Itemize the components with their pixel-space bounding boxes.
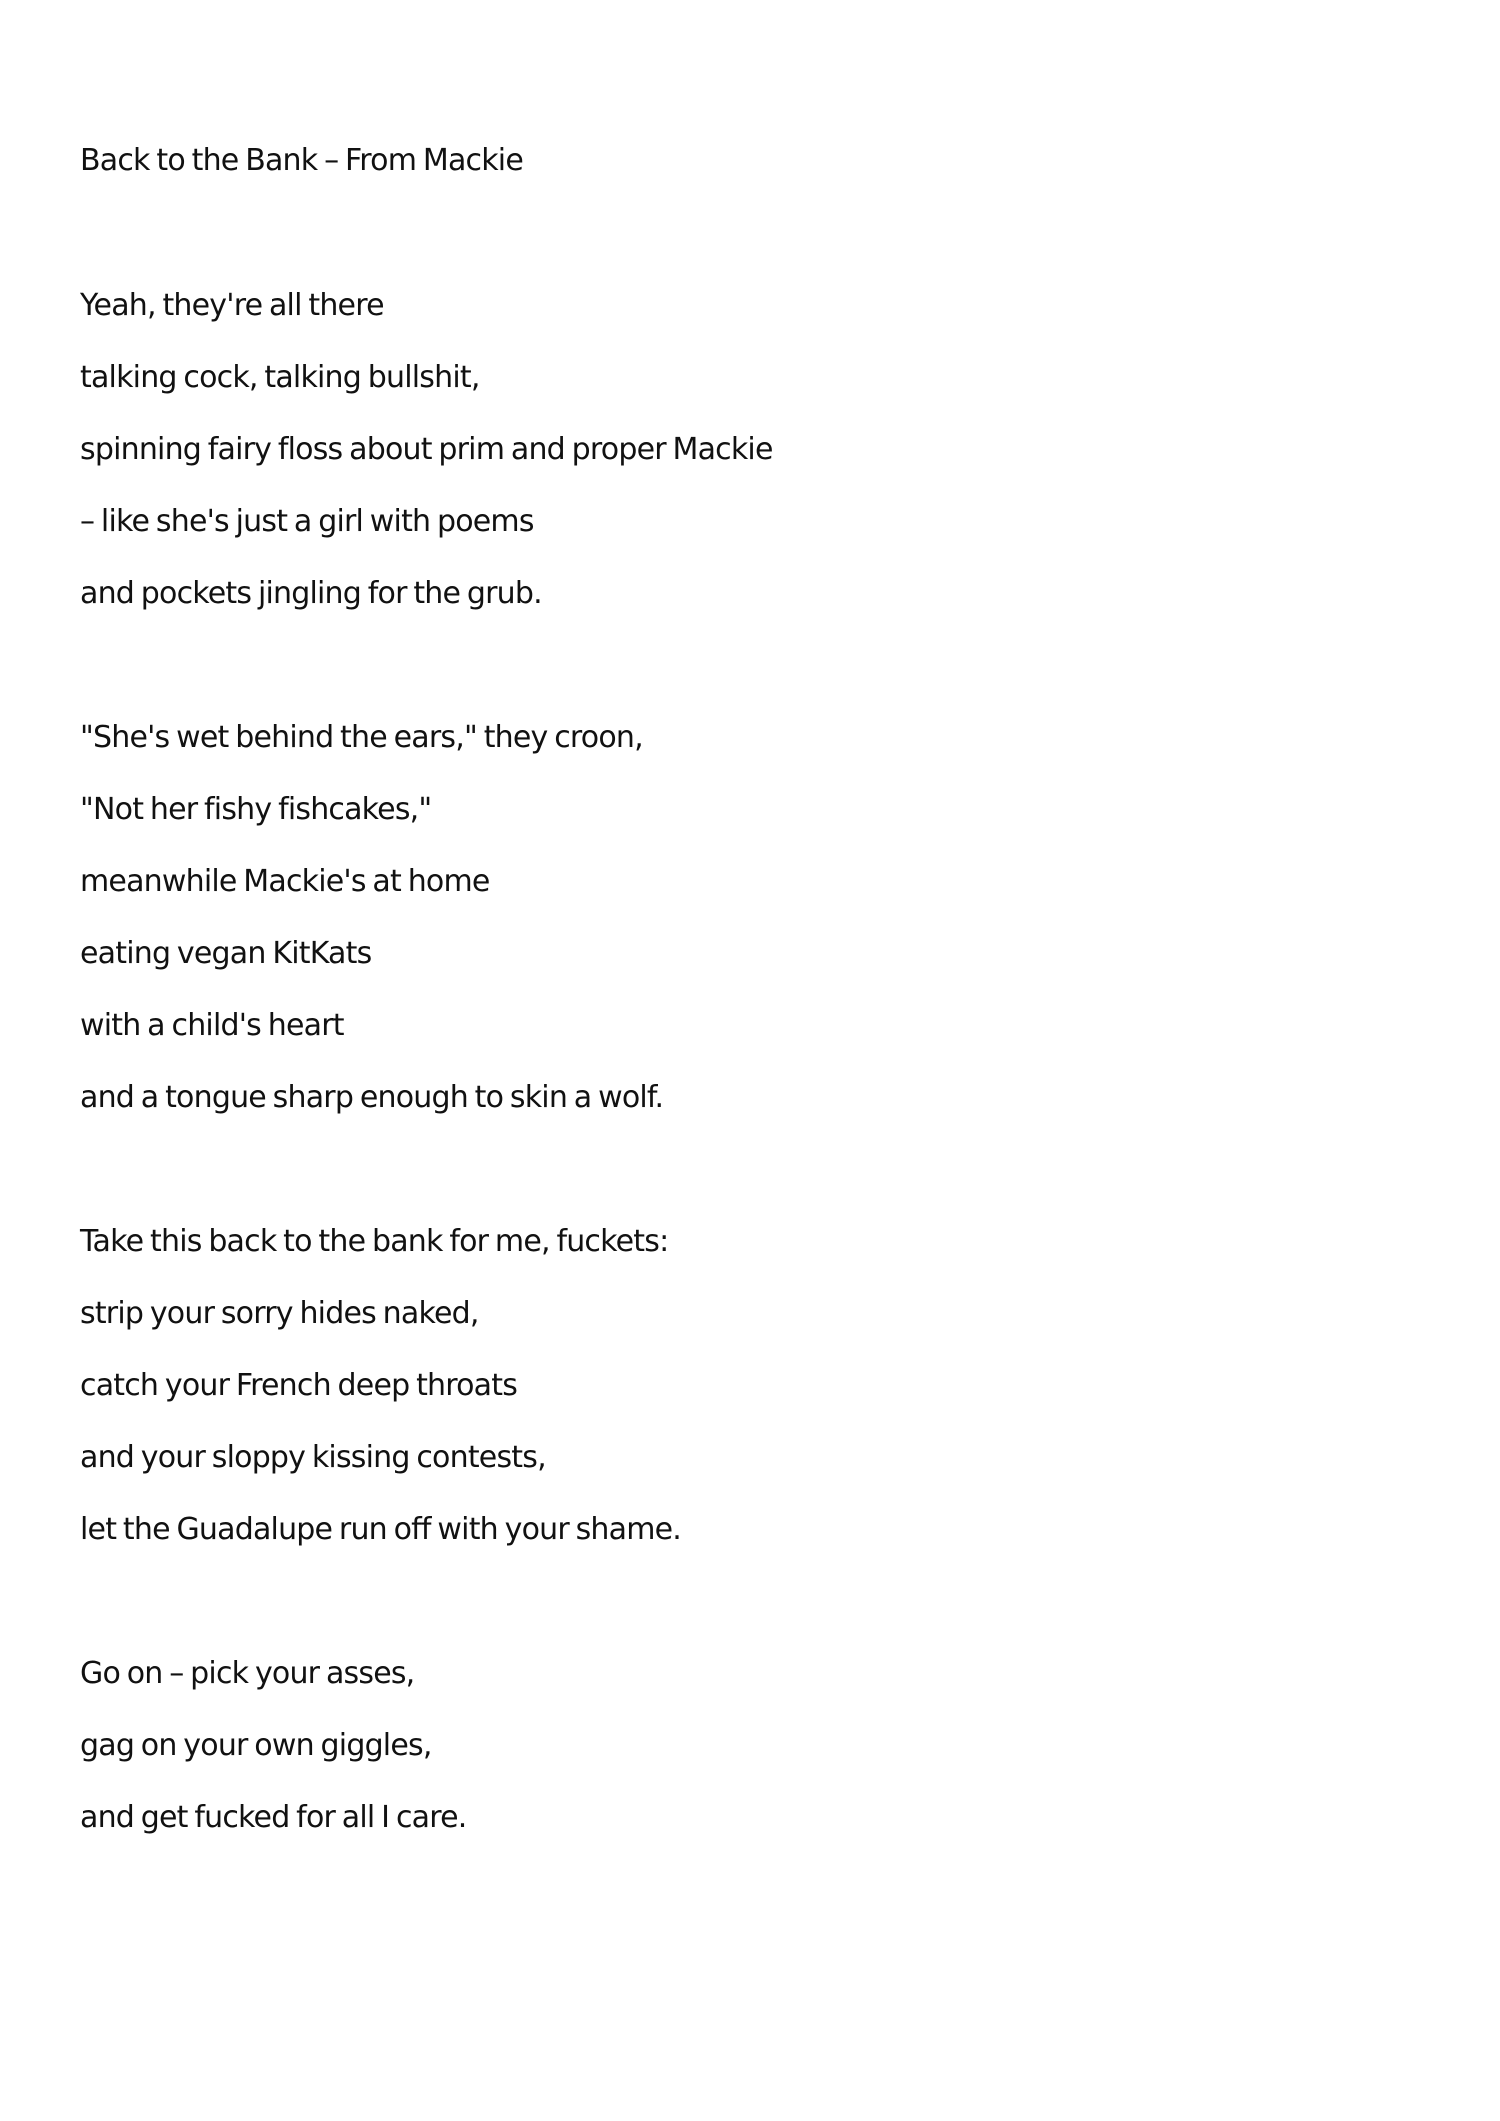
poem-line: "She's wet behind the ears," they croon, <box>80 720 643 755</box>
poem-line: meanwhile Mackie's at home <box>80 864 490 899</box>
poem-line: talking cock, talking bullshit, <box>80 360 480 395</box>
poem-line: and a tongue sharp enough to skin a wolf. <box>80 1080 664 1115</box>
poem-line: let the Guadalupe run off with your shame. <box>80 1512 682 1547</box>
poem-line: and pockets jingling for the grub. <box>80 576 542 611</box>
poem-line: Yeah, they're all there <box>80 288 384 323</box>
poem-title: Back to the Bank – From Mackie <box>80 143 524 178</box>
poem-line: catch your French deep throats <box>80 1368 518 1403</box>
poem-line: eating vegan KitKats <box>80 936 372 971</box>
poem-line: with a child's heart <box>80 1008 344 1043</box>
poem-line: strip your sorry hides naked, <box>80 1296 479 1331</box>
poem-line: Go on – pick your asses, <box>80 1656 415 1691</box>
poem-line: and your sloppy kissing contests, <box>80 1440 546 1475</box>
poem-line: gag on your own giggles, <box>80 1728 432 1763</box>
poem-line: – like she's just a girl with poems <box>80 504 534 539</box>
poem-line: and get fucked for all I care. <box>80 1800 467 1835</box>
poem-line: "Not her fishy fishcakes," <box>80 792 432 827</box>
poem-line: Take this back to the bank for me, fuckets: <box>80 1224 669 1259</box>
poem-line: spinning fairy floss about prim and proper Mackie <box>80 432 773 467</box>
